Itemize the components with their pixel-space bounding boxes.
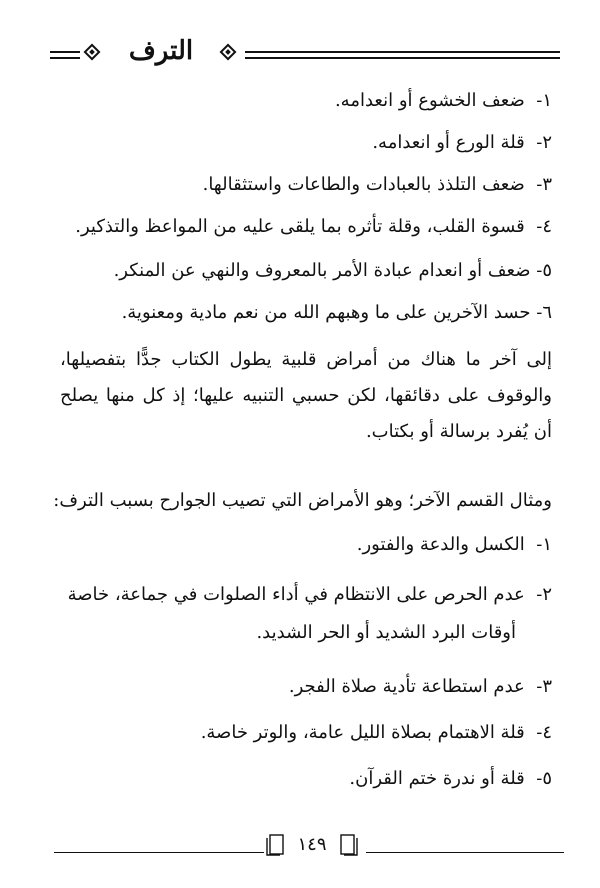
header-rule-left-2: [50, 57, 80, 59]
list-item: ٢- قلة الورع أو انعدامه.: [372, 132, 552, 153]
diamond-ornament-icon: [84, 44, 101, 61]
body-paragraph: إلى آخر ما هناك من أمراض قلبية يطول الكتاب جدًّا بتفصيلها، والوقوف على دقائقها، لكن حسبي التنبيه عليها؛ إذ كل منها يصلح أن يُفرد برسالة أو بكتاب.: [60, 349, 552, 442]
list-item: ١- ضعف الخشوع أو انعدامه.: [334, 90, 552, 111]
page-frame-left-icon: [266, 834, 284, 856]
list-item-continuation: أوقات البرد الشديد أو الحر الشديد.: [256, 622, 516, 643]
list-item: ٥- ضعف أو انعدام عبادة الأمر بالمعروف والنهي عن المنكر.: [113, 260, 552, 281]
header-rule-right-2: [245, 57, 560, 59]
page-footer: [54, 826, 564, 866]
list-item: ٦- حسد الآخرين على ما وهبهم الله من نعم مادية ومعنوية.: [121, 302, 552, 323]
list-item: ٣- ضعف التلذذ بالعبادات والطاعات واستثقالها.: [202, 174, 552, 195]
chapter-title: الترف: [128, 36, 194, 66]
list-item: ٤- قسوة القلب، وقلة تأثره بما يلقى عليه من المواعظ والتذكير.: [75, 216, 552, 237]
header-rule-left: [50, 51, 80, 53]
footer-rule-left: [54, 852, 264, 853]
diamond-ornament-icon: [220, 44, 237, 61]
list-item: ٢- عدم الحرص على الانتظام في أداء الصلوات في جماعة، خاصة: [67, 584, 552, 605]
list-item: ٥- قلة أو ندرة ختم القرآن.: [349, 768, 552, 789]
header-rule-right: [245, 51, 560, 53]
section-intro: ومثال القسم الآخر؛ وهو الأمراض التي تصيب الجوارح بسبب الترف:: [53, 490, 552, 511]
list-item: ١- الكسل والدعة والفتور.: [356, 534, 552, 555]
list-item: ٤- قلة الاهتمام بصلاة الليل عامة، والوتر خاصة.: [200, 722, 552, 743]
footer-rule-right: [366, 852, 564, 853]
page-frame-right-icon: [340, 834, 358, 856]
page-number: ١٤٩: [297, 834, 327, 855]
list-item: ٣- عدم استطاعة تأدية صلاة الفجر.: [288, 676, 552, 697]
page-header: [50, 36, 560, 70]
